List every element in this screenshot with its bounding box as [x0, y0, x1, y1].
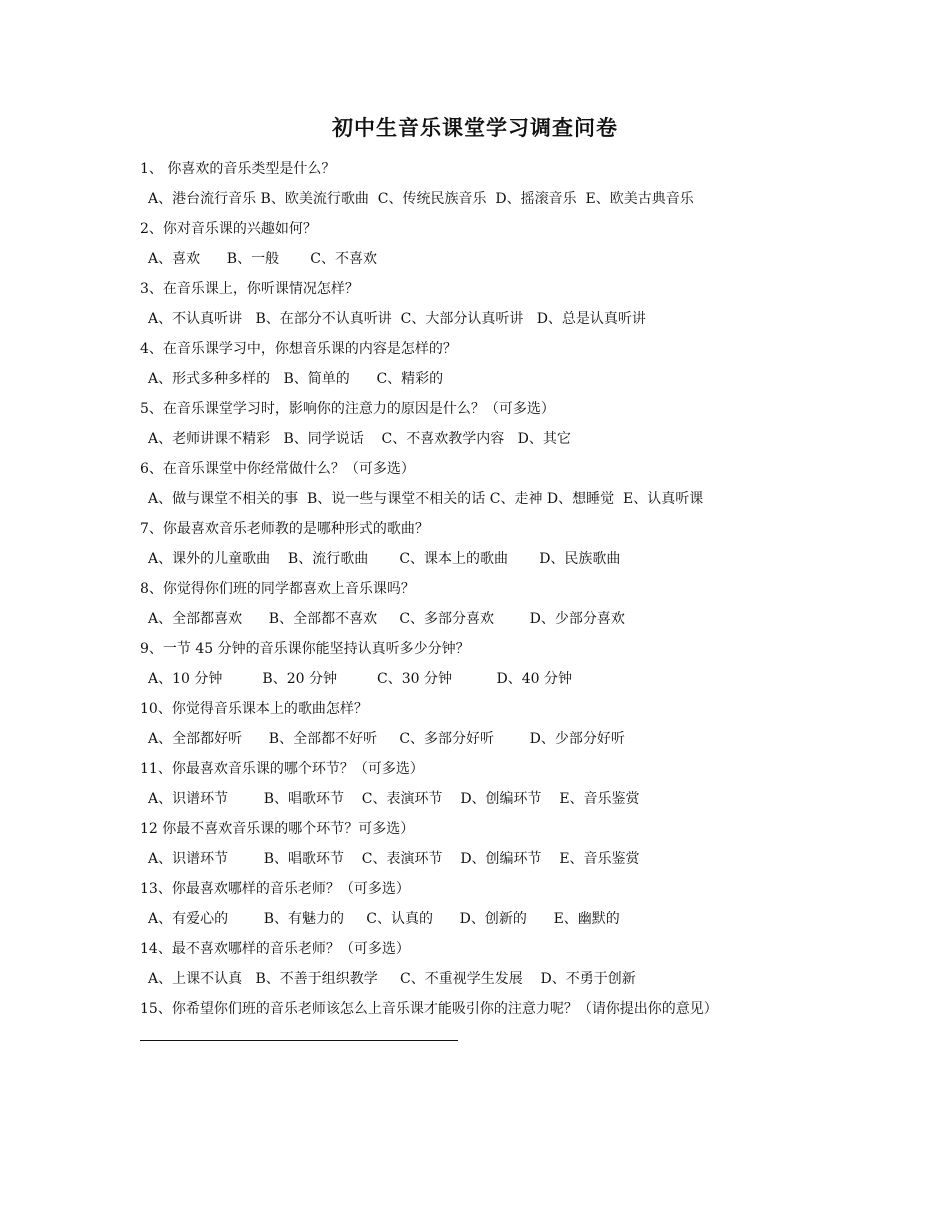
options-1: A、港台流行音乐 B、欧美流行歌曲 C、传统民族音乐 D、摇滚音乐 E、欧美古典音乐: [148, 191, 694, 207]
options-8: A、全部都喜欢 B、全部都不喜欢 C、多部分喜欢 D、少部分喜欢: [148, 611, 625, 627]
question-12: 12 你最不喜欢音乐课的哪个环节？可多选）: [140, 821, 415, 837]
options-9: A、10 分钟 B、20 分钟 C、30 分钟 D、40 分钟: [148, 671, 572, 687]
question-7: 7、你最喜欢音乐老师教的是哪种形式的歌曲？: [140, 521, 429, 537]
question-8: 8、你觉得你们班的同学都喜欢上音乐课吗？: [140, 581, 415, 597]
options-11: A、识谱环节 B、唱歌环节 C、表演环节 D、创编环节 E、音乐鉴赏: [148, 791, 640, 807]
question-list: [140, 154, 830, 1024]
options-4: A、形式多种多样的 B、简单的 C、精彩的: [148, 371, 444, 387]
options-12: A、识谱环节 B、唱歌环节 C、表演环节 D、创编环节 E、音乐鉴赏: [148, 851, 640, 867]
question-13: 13、你最喜欢哪样的音乐老师？（可多选）: [140, 881, 410, 897]
question-5: 5、在音乐课堂学习时，影响你的注意力的原因是什么？（可多选）: [140, 401, 555, 417]
question-15: 15、你希望你们班的音乐老师该怎么上音乐课才能吸引你的注意力呢？（请你提出你的意见）: [140, 1001, 718, 1017]
question-9: 9、一节 45 分钟的音乐课你能坚持认真听多少分钟？: [140, 641, 470, 657]
options-2: A、喜欢 B、一般 C、不喜欢: [148, 251, 377, 267]
options-6: A、做与课堂不相关的事 B、说一些与课堂不相关的话 C、走神 D、想睡觉 E、认真听课: [148, 491, 704, 507]
question-2: 2、你对音乐课的兴趣如何？: [140, 221, 317, 237]
options-3: A、不认真听讲 B、在部分不认真听讲 C、大部分认真听讲 D、总是认真听讲: [148, 311, 646, 327]
question-4: 4、在音乐课学习中，你想音乐课的内容是怎样的？: [140, 341, 457, 357]
question-1: 1、 你喜欢的音乐类型是什么？: [140, 161, 336, 177]
question-10: 10、你觉得音乐课本上的歌曲怎样？: [140, 701, 368, 717]
question-3: 3、在音乐课上，你听课情况怎样？: [140, 281, 359, 297]
question-6: 6、在音乐课堂中你经常做什么？（可多选）: [140, 461, 415, 477]
question-11: 11、你最喜欢音乐课的哪个环节？（可多选）: [140, 761, 424, 777]
options-13: A、有爱心的 B、有魅力的 C、认真的 D、创新的 E、幽默的: [148, 911, 620, 927]
answer-blank-line: [140, 1040, 458, 1041]
options-5: A、老师讲课不精彩 B、同学说话 C、不喜欢教学内容 D、其它: [148, 431, 571, 447]
options-10: A、全部都好听 B、全部都不好听 C、多部分好听 D、少部分好听: [148, 731, 625, 747]
document-title: 初中生音乐课堂学习调查问卷: [332, 115, 618, 140]
options-14: A、上课不认真 B、不善于组织教学 C、不重视学生发展 D、不勇于创新: [148, 971, 636, 987]
options-7: A、课外的儿童歌曲 B、流行歌曲 C、课本上的歌曲 D、民族歌曲: [148, 551, 621, 567]
question-14: 14、最不喜欢哪样的音乐老师？（可多选）: [140, 941, 410, 957]
